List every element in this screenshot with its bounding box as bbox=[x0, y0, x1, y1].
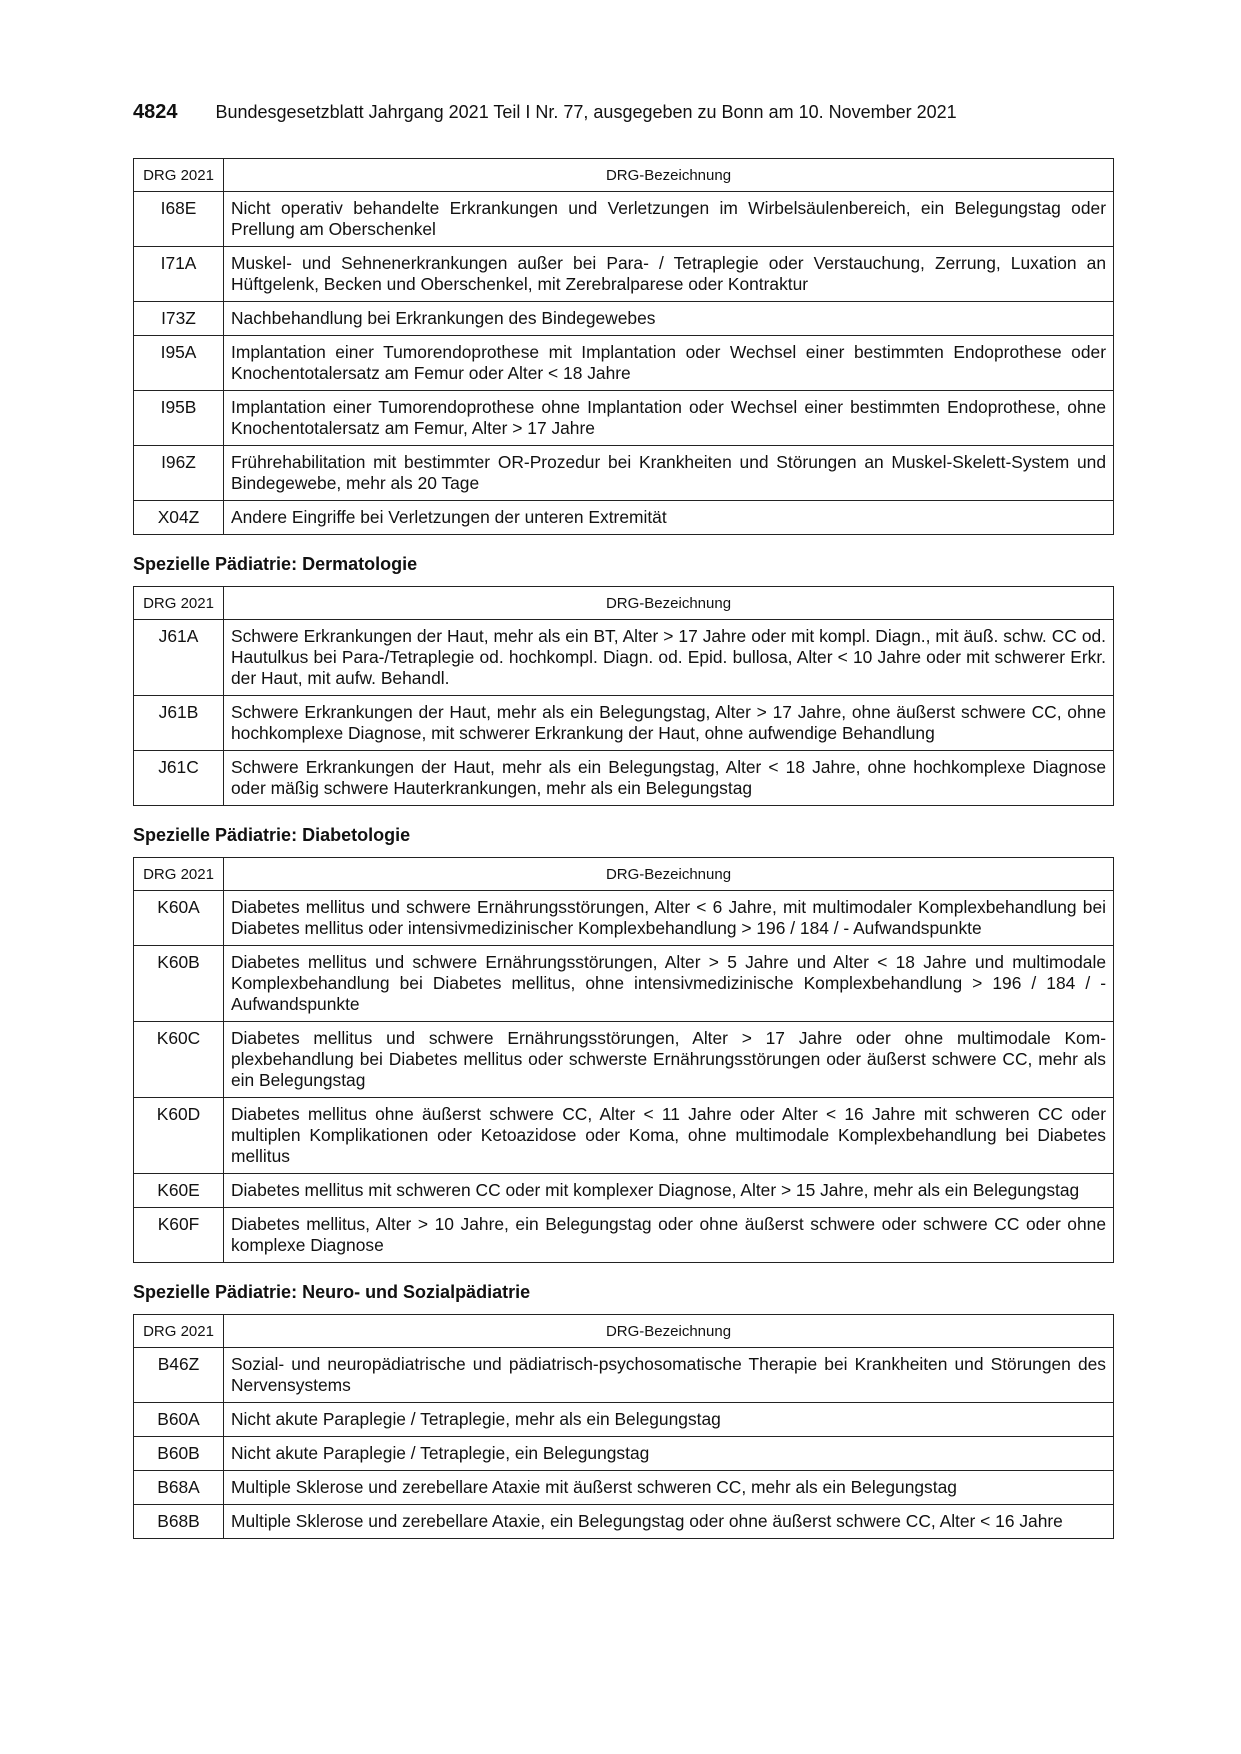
table-row bbox=[134, 1174, 1114, 1208]
table-row bbox=[134, 302, 1114, 336]
drg-code-cell: B68B bbox=[134, 1505, 224, 1539]
column-header-code: DRG 2021 bbox=[134, 587, 224, 620]
drg-description-cell: Nicht akute Paraplegie / Tetraplegie, mehr als ein Belegungstag bbox=[224, 1403, 1114, 1437]
section-title: Spezielle Pädiatrie: Neuro- und Sozialpädiatrie bbox=[133, 1282, 531, 1302]
table-row bbox=[134, 1403, 1114, 1437]
table-row bbox=[134, 1348, 1114, 1403]
drg-code-cell: B46Z bbox=[134, 1348, 224, 1403]
column-header-description: DRG-Bezeichnung bbox=[224, 1315, 1114, 1348]
drg-description-cell: Implantation einer Tumorendoprothese ohne Implantation oder Wechsel einer bestimmten Endoprothese, ohne Knochentotalersatz am Femur, Alter > 17 Jahre bbox=[224, 391, 1114, 446]
column-header-code: DRG 2021 bbox=[134, 1315, 224, 1348]
table-header-row bbox=[134, 1315, 1114, 1348]
table-row bbox=[134, 446, 1114, 501]
table-row bbox=[134, 391, 1114, 446]
drg-description-cell: Sozial- und neuropädiatrische und pädiatrisch-psychosomatische Therapie bei Krankheiten und Störungen des Nervensystems bbox=[224, 1348, 1114, 1403]
drg-description-cell: Multiple Sklerose und zerebellare Ataxie, ein Belegungstag oder ohne äußerst schwere CC, Alter < 16 Jahre bbox=[224, 1505, 1114, 1539]
drg-description-cell: Diabetes mellitus und schwere Ernährungsstörungen, Alter > 5 Jahre und Alter < 18 Jahre und multimodale Komplexbehandlung bei Diabetes mellitus, ohne intensivmedizinische Komplexbehandlung > 196 / 184 / - Aufwandspunkte bbox=[224, 946, 1114, 1022]
document-body bbox=[133, 158, 1113, 1539]
drg-code-cell: K60C bbox=[134, 1022, 224, 1098]
drg-table bbox=[133, 857, 1114, 1263]
table-row bbox=[134, 620, 1114, 696]
drg-code-cell: X04Z bbox=[134, 501, 224, 535]
drg-description-cell: Implantation einer Tumorendoprothese mit Implantation oder Wechsel einer bestimmten Endoprothese oder Knochentotalersatz am Femur oder Alter < 18 Jahre bbox=[224, 336, 1114, 391]
running-header bbox=[133, 100, 1113, 124]
running-title: Bundesgesetzblatt Jahrgang 2021 Teil I Nr. 77, ausgegeben zu Bonn am 10. November 2021 bbox=[215, 102, 957, 122]
column-header-code: DRG 2021 bbox=[134, 159, 224, 192]
drg-code-cell: I68E bbox=[134, 192, 224, 247]
drg-code-cell: K60B bbox=[134, 946, 224, 1022]
drg-code-cell: J61C bbox=[134, 751, 224, 806]
table-row bbox=[134, 1505, 1114, 1539]
table-row bbox=[134, 696, 1114, 751]
table-row bbox=[134, 336, 1114, 391]
drg-table bbox=[133, 158, 1114, 535]
table-row bbox=[134, 1098, 1114, 1174]
drg-description-cell: Multiple Sklerose und zerebellare Ataxie mit äußerst schweren CC, mehr als ein Belegungstag bbox=[224, 1471, 1114, 1505]
drg-description-cell: Muskel- und Sehnenerkrankungen außer bei Para- / Tetraplegie oder Verstauchung, Zerrung, Luxation an Hüftgelenk, Becken und Oberschenkel, mit Zerebralparese oder Kontraktur bbox=[224, 247, 1114, 302]
table-header-row bbox=[134, 587, 1114, 620]
drg-description-cell: Diabetes mellitus und schwere Ernährungsstörungen, Alter > 17 Jahre oder ohne multimodale Komplexbehandlung bei Diabetes mellitus oder schwerste Ernährungsstörungen oder äußerst schwere CC, mehr als ein Belegungstag bbox=[224, 1022, 1114, 1098]
drg-code-cell: B68A bbox=[134, 1471, 224, 1505]
drg-description-cell: Diabetes mellitus und schwere Ernährungsstörungen, Alter < 6 Jahre, mit multimodaler Komplexbehandlung bei Diabetes mellitus oder intensivmedizinischer Komplexbehandlung > 196 / 184 / - Aufwandspunkte bbox=[224, 891, 1114, 946]
section-title: Spezielle Pädiatrie: Dermatologie bbox=[133, 554, 418, 574]
table-row bbox=[134, 1471, 1114, 1505]
drg-description-cell: Andere Eingriffe bei Verletzungen der unteren Extremität bbox=[224, 501, 1114, 535]
drg-code-cell: K60D bbox=[134, 1098, 224, 1174]
drg-code-cell: B60A bbox=[134, 1403, 224, 1437]
drg-code-cell: I95A bbox=[134, 336, 224, 391]
table-row bbox=[134, 946, 1114, 1022]
drg-description-cell: Nicht akute Paraplegie / Tetraplegie, ein Belegungstag bbox=[224, 1437, 1114, 1471]
drg-description-cell: Nicht operativ behandelte Erkrankungen und Verletzungen im Wirbelsäulenbereich, ein Belegungstag oder Prellung am Oberschenkel bbox=[224, 192, 1114, 247]
drg-code-cell: B60B bbox=[134, 1437, 224, 1471]
drg-description-cell: Schwere Erkrankungen der Haut, mehr als ein Belegungstag, Alter < 18 Jahre, ohne hochkomplexe Diagnose oder mäßig schwere Hauterkrankungen, mehr als ein Belegungstag bbox=[224, 751, 1114, 806]
column-header-description: DRG-Bezeichnung bbox=[224, 858, 1114, 891]
drg-code-cell: J61A bbox=[134, 620, 224, 696]
drg-table bbox=[133, 1314, 1114, 1539]
drg-description-cell: Diabetes mellitus mit schweren CC oder mit komplexer Diagnose, Alter > 15 Jahre, mehr als ein Belegungstag bbox=[224, 1174, 1114, 1208]
drg-description-cell: Frührehabilitation mit bestimmter OR-Prozedur bei Krankheiten und Störungen an Muskel-Skelett-System und Bindegewebe, mehr als 20 Tage bbox=[224, 446, 1114, 501]
page-number: 4824 bbox=[133, 101, 178, 123]
table-header-row bbox=[134, 858, 1114, 891]
table-row bbox=[134, 751, 1114, 806]
drg-code-cell: I73Z bbox=[134, 302, 224, 336]
table-row bbox=[134, 891, 1114, 946]
table-header-row bbox=[134, 159, 1114, 192]
drg-code-cell: K60A bbox=[134, 891, 224, 946]
drg-code-cell: K60E bbox=[134, 1174, 224, 1208]
table-row bbox=[134, 247, 1114, 302]
drg-description-cell: Diabetes mellitus, Alter > 10 Jahre, ein Belegungstag oder ohne äußerst schwere oder schwere CC oder ohne komplexe Diagnose bbox=[224, 1208, 1114, 1263]
drg-code-cell: K60F bbox=[134, 1208, 224, 1263]
drg-description-cell: Nachbehandlung bei Erkrankungen des Bindegewebes bbox=[224, 302, 1114, 336]
drg-table bbox=[133, 586, 1114, 806]
drg-code-cell: J61B bbox=[134, 696, 224, 751]
table-row bbox=[134, 1022, 1114, 1098]
section-title: Spezielle Pädiatrie: Diabetologie bbox=[133, 825, 411, 845]
table-row bbox=[134, 501, 1114, 535]
drg-code-cell: I71A bbox=[134, 247, 224, 302]
table-row bbox=[134, 192, 1114, 247]
drg-description-cell: Diabetes mellitus ohne äußerst schwere CC, Alter < 11 Jahre oder Alter < 16 Jahre mit schweren CC oder multiplen Komplikationen oder Ketoazidose oder Koma, ohne multimodale Komplexbehandlung bei Diabetes mellitus bbox=[224, 1098, 1114, 1174]
column-header-description: DRG-Bezeichnung bbox=[224, 159, 1114, 192]
table-row bbox=[134, 1208, 1114, 1263]
drg-code-cell: I96Z bbox=[134, 446, 224, 501]
table-row bbox=[134, 1437, 1114, 1471]
drg-code-cell: I95B bbox=[134, 391, 224, 446]
column-header-code: DRG 2021 bbox=[134, 858, 224, 891]
column-header-description: DRG-Bezeichnung bbox=[224, 587, 1114, 620]
drg-description-cell: Schwere Erkrankungen der Haut, mehr als ein Belegungstag, Alter > 17 Jahre, ohne äußerst schwere CC, ohne hochkomplexe Diagnose, mit schwerer Erkrankung der Haut, ohne aufwendige Behandlung bbox=[224, 696, 1114, 751]
drg-description-cell: Schwere Erkrankungen der Haut, mehr als ein BT, Alter > 17 Jahre oder mit kompl. Diagn., mit äuß. schw. CC od. Hautulkus bei Para-/Tetraplegie od. hochkompl. Diagn. od. Epid. bullosa, Alter < 10 Jahre oder mit schwerer Erkr. der Haut, mit aufw. Behandl. bbox=[224, 620, 1114, 696]
